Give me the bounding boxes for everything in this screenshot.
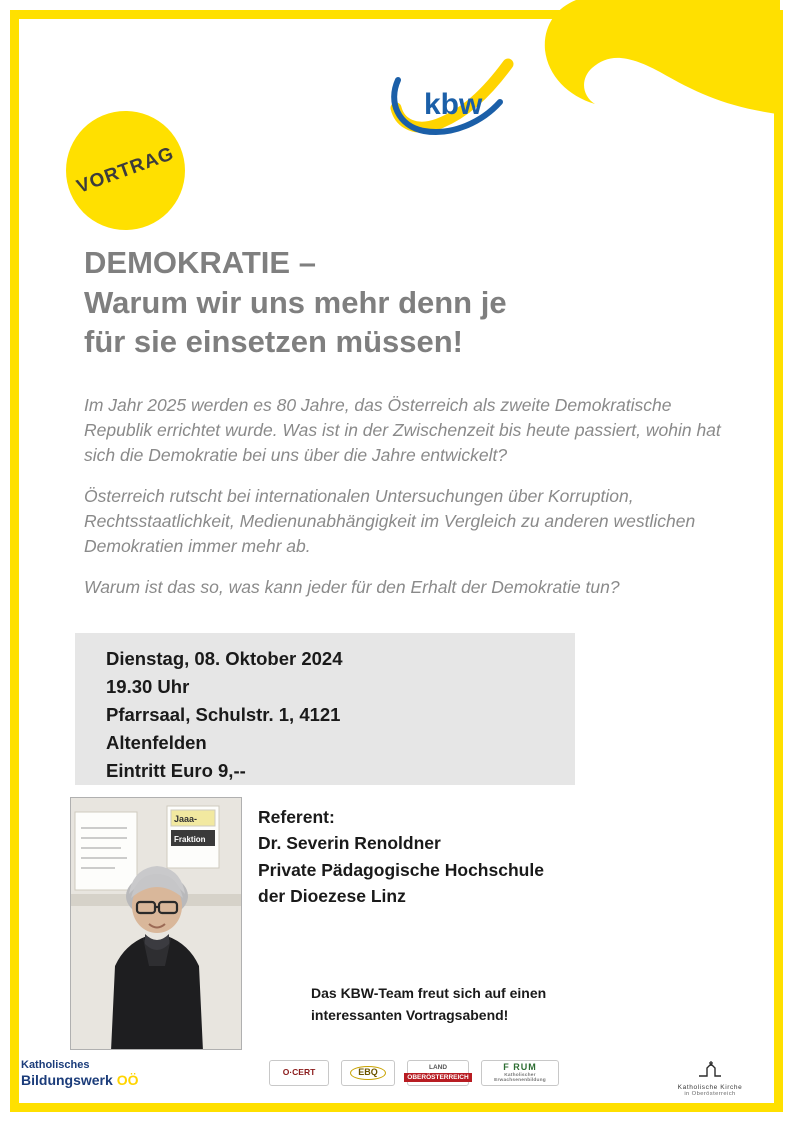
- ocert-logo-text: O·CERT: [282, 1067, 316, 1078]
- kbw-logo: [390, 58, 515, 138]
- footer-kbw-line-2: [21, 1072, 138, 1088]
- closing-line-2: interessanten Vortragsabend!: [311, 1007, 509, 1024]
- ocert-logo: [269, 1060, 329, 1086]
- church-line-1: Katholische Kirche: [677, 1084, 743, 1091]
- svg-text:Fraktion: Fraktion: [174, 835, 206, 844]
- paragraph-3: Warum ist das so, was kann jeder für den Erhalt der Demokratie tun?: [84, 577, 620, 598]
- speaker-info: [258, 804, 678, 909]
- event-time: 19.30 Uhr: [106, 676, 190, 698]
- land-ooe-logo: [407, 1060, 469, 1086]
- vortrag-badge: [66, 111, 185, 230]
- footer-kbw-line-1: Katholisches: [21, 1059, 90, 1071]
- footer-kbw-accent: OÖ: [116, 1071, 139, 1088]
- vortrag-badge-label: VORTRAG: [73, 142, 177, 198]
- forum-logo-sub: Katholischer Erwachsenenbildung: [494, 1072, 546, 1083]
- paragraph-1: Im Jahr 2025 werden es 80 Jahre, das Österreich als zweite Demokratische Republik errichtet wurde. Was ist in der Zwischenzeit bis heute passiert, wohin hat sich die Demokratie bei uns über die Jahre entwickelt?: [84, 395, 721, 466]
- footer: [19, 1051, 774, 1103]
- church-line-2: in Oberösterreich: [684, 1091, 736, 1097]
- event-city: Altenfelden: [106, 732, 207, 754]
- land-ooe-top: LAND: [428, 1064, 448, 1072]
- land-ooe-bar: OBERÖSTERREICH: [404, 1073, 471, 1082]
- speaker-name: Dr. Severin Renoldner: [258, 833, 441, 854]
- footer-church-logo: [650, 1061, 770, 1097]
- headline-line-1: DEMOKRATIE –: [84, 245, 316, 280]
- forum-logo-text: F RUM: [503, 1061, 537, 1072]
- ebq-logo: [341, 1060, 395, 1086]
- speaker-affiliation-line-1: Private Pädagogische Hochschule: [258, 859, 544, 880]
- speaker-affiliation-line-2: der Dioezese Linz: [258, 885, 406, 906]
- closing-note: [311, 982, 711, 1027]
- speaker-label: Referent:: [258, 807, 335, 827]
- headline-line-3: für sie einsetzen müssen!: [84, 324, 464, 360]
- paragraph-2: Österreich rutscht bei internationalen Untersuchungen über Korruption, Rechtsstaatlichkeit, Medienunabhängigkeit im Vergleich zu anderen westlichen Demokratien immer mehr ab.: [84, 486, 696, 557]
- footer-kbw-line-2-text: Bildungswerk: [21, 1071, 117, 1088]
- headline-line-2: Warum wir uns mehr denn je: [84, 284, 507, 320]
- event-venue: Pfarrsaal, Schulstr. 1, 4121: [106, 704, 341, 726]
- event-details-box: [75, 633, 575, 785]
- svg-text:kbw: kbw: [424, 88, 483, 121]
- forum-logo: [481, 1060, 559, 1086]
- svg-text:Jaaa-: Jaaa-: [174, 814, 198, 824]
- event-price: Eintritt Euro 9,--: [106, 760, 246, 782]
- speaker-photo: [70, 797, 242, 1050]
- church-icon: [650, 1061, 770, 1081]
- closing-line-1: Das KBW-Team freut sich auf einen: [311, 985, 547, 1001]
- footer-partner-logos: [269, 1060, 559, 1086]
- event-date: Dienstag, 08. Oktober 2024: [106, 648, 343, 669]
- ebq-logo-text: EBQ: [350, 1066, 386, 1080]
- footer-kbw-logo: [21, 1059, 138, 1088]
- description-text: [84, 393, 744, 600]
- page-title: [84, 243, 704, 362]
